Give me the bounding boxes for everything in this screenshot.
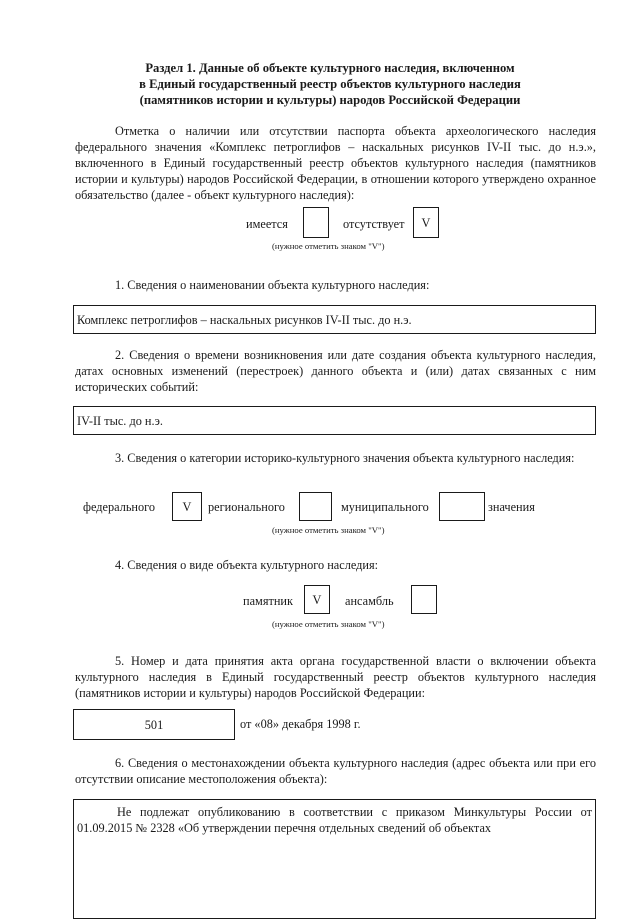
type-note: (нужное отметить знаком "V") <box>272 619 385 629</box>
item3-heading: 3. Сведения о категории историко-культурного значения объекта культурного наследия: <box>115 451 575 465</box>
passport-absent-label: отсутствует <box>343 217 405 231</box>
item5-date-text: от «08» декабря 1998 г. <box>240 717 361 731</box>
item2-date-field[interactable] <box>73 406 596 435</box>
category-municipal-checkbox[interactable] <box>439 492 485 521</box>
section-title-line-2: в Единый государственный реестр объектов культурного наследия <box>139 77 521 91</box>
category-municipal-label: муниципального <box>341 500 429 514</box>
category-federal-label: федерального <box>83 500 156 514</box>
item6-location-field[interactable] <box>73 799 596 919</box>
type-ensemble-label: ансамбль <box>345 594 394 608</box>
type-monument-checkbox[interactable]: V <box>304 585 330 614</box>
category-federal-checkbox[interactable]: V <box>172 492 202 521</box>
item6-location-value: Не подлежат опубликованию в соответствии с приказом Минкультуры России от 01.09.2015 № 2328 «Об утверждении перечня отдельных сведений об объектах <box>77 805 592 835</box>
section-title <box>60 60 600 108</box>
category-suffix-label: значения <box>488 500 535 514</box>
item6-heading: 6. Сведения о местонахождении объекта культурного наследия (адрес объекта или при его отсутствии описание местоположения объекта): <box>75 756 596 786</box>
item2-heading: 2. Сведения о времени возникновения или дате создания объекта культурного наследия, датах основных изменений (перестроек) данного объекта и (или) датах связанных с ним исторических событий: <box>75 348 596 394</box>
category-regional-checkbox[interactable] <box>299 492 332 521</box>
type-ensemble-checkbox[interactable] <box>411 585 437 614</box>
item5-number-value: 501 <box>144 717 164 732</box>
passport-absent-checkbox[interactable]: V <box>413 207 439 238</box>
item1-heading: 1. Сведения о наименовании объекта культурного наследия: <box>115 278 430 292</box>
item2-date-value: IV-II тыс. до н.э. <box>77 413 163 428</box>
item1-name-value: Комплекс петроглифов – наскальных рисунков IV-II тыс. до н.э. <box>77 312 412 327</box>
passport-paragraph: Отметка о наличии или отсутствии паспорта объекта археологического наследия федерального значения «Комплекс петроглифов – наскальных рисунков IV-II тыс. до н.э.», включенного в Единый государственный реестр объектов культурного наследия (памятников истории и культуры) народов Российской Федерации, в отношении которого утверждено охранное обязательство (далее - объект культурного наследия): <box>75 124 596 202</box>
item4-heading: 4. Сведения о виде объекта культурного наследия: <box>115 558 379 572</box>
type-monument-label: памятник <box>243 594 293 608</box>
section-title-line-3: (памятников истории и культуры) народов Российской Федерации <box>139 93 521 107</box>
item1-name-field[interactable] <box>73 305 596 334</box>
passport-present-label: имеется <box>246 217 288 231</box>
passport-present-checkbox[interactable] <box>303 207 329 238</box>
item5-heading: 5. Номер и дата принятия акта органа государственной власти о включении объекта культурного наследия в Единый государственный реестр объектов культурного наследия (памятников истории и культуры) народов Российской Федерации: <box>75 654 596 700</box>
passport-note: (нужное отметить знаком "V") <box>272 241 385 251</box>
category-note: (нужное отметить знаком "V") <box>272 525 385 535</box>
item5-number-field[interactable] <box>73 709 235 740</box>
section-title-line-1: Раздел 1. Данные об объекте культурного наследия, включенном <box>145 61 515 75</box>
category-regional-label: регионального <box>208 500 285 514</box>
